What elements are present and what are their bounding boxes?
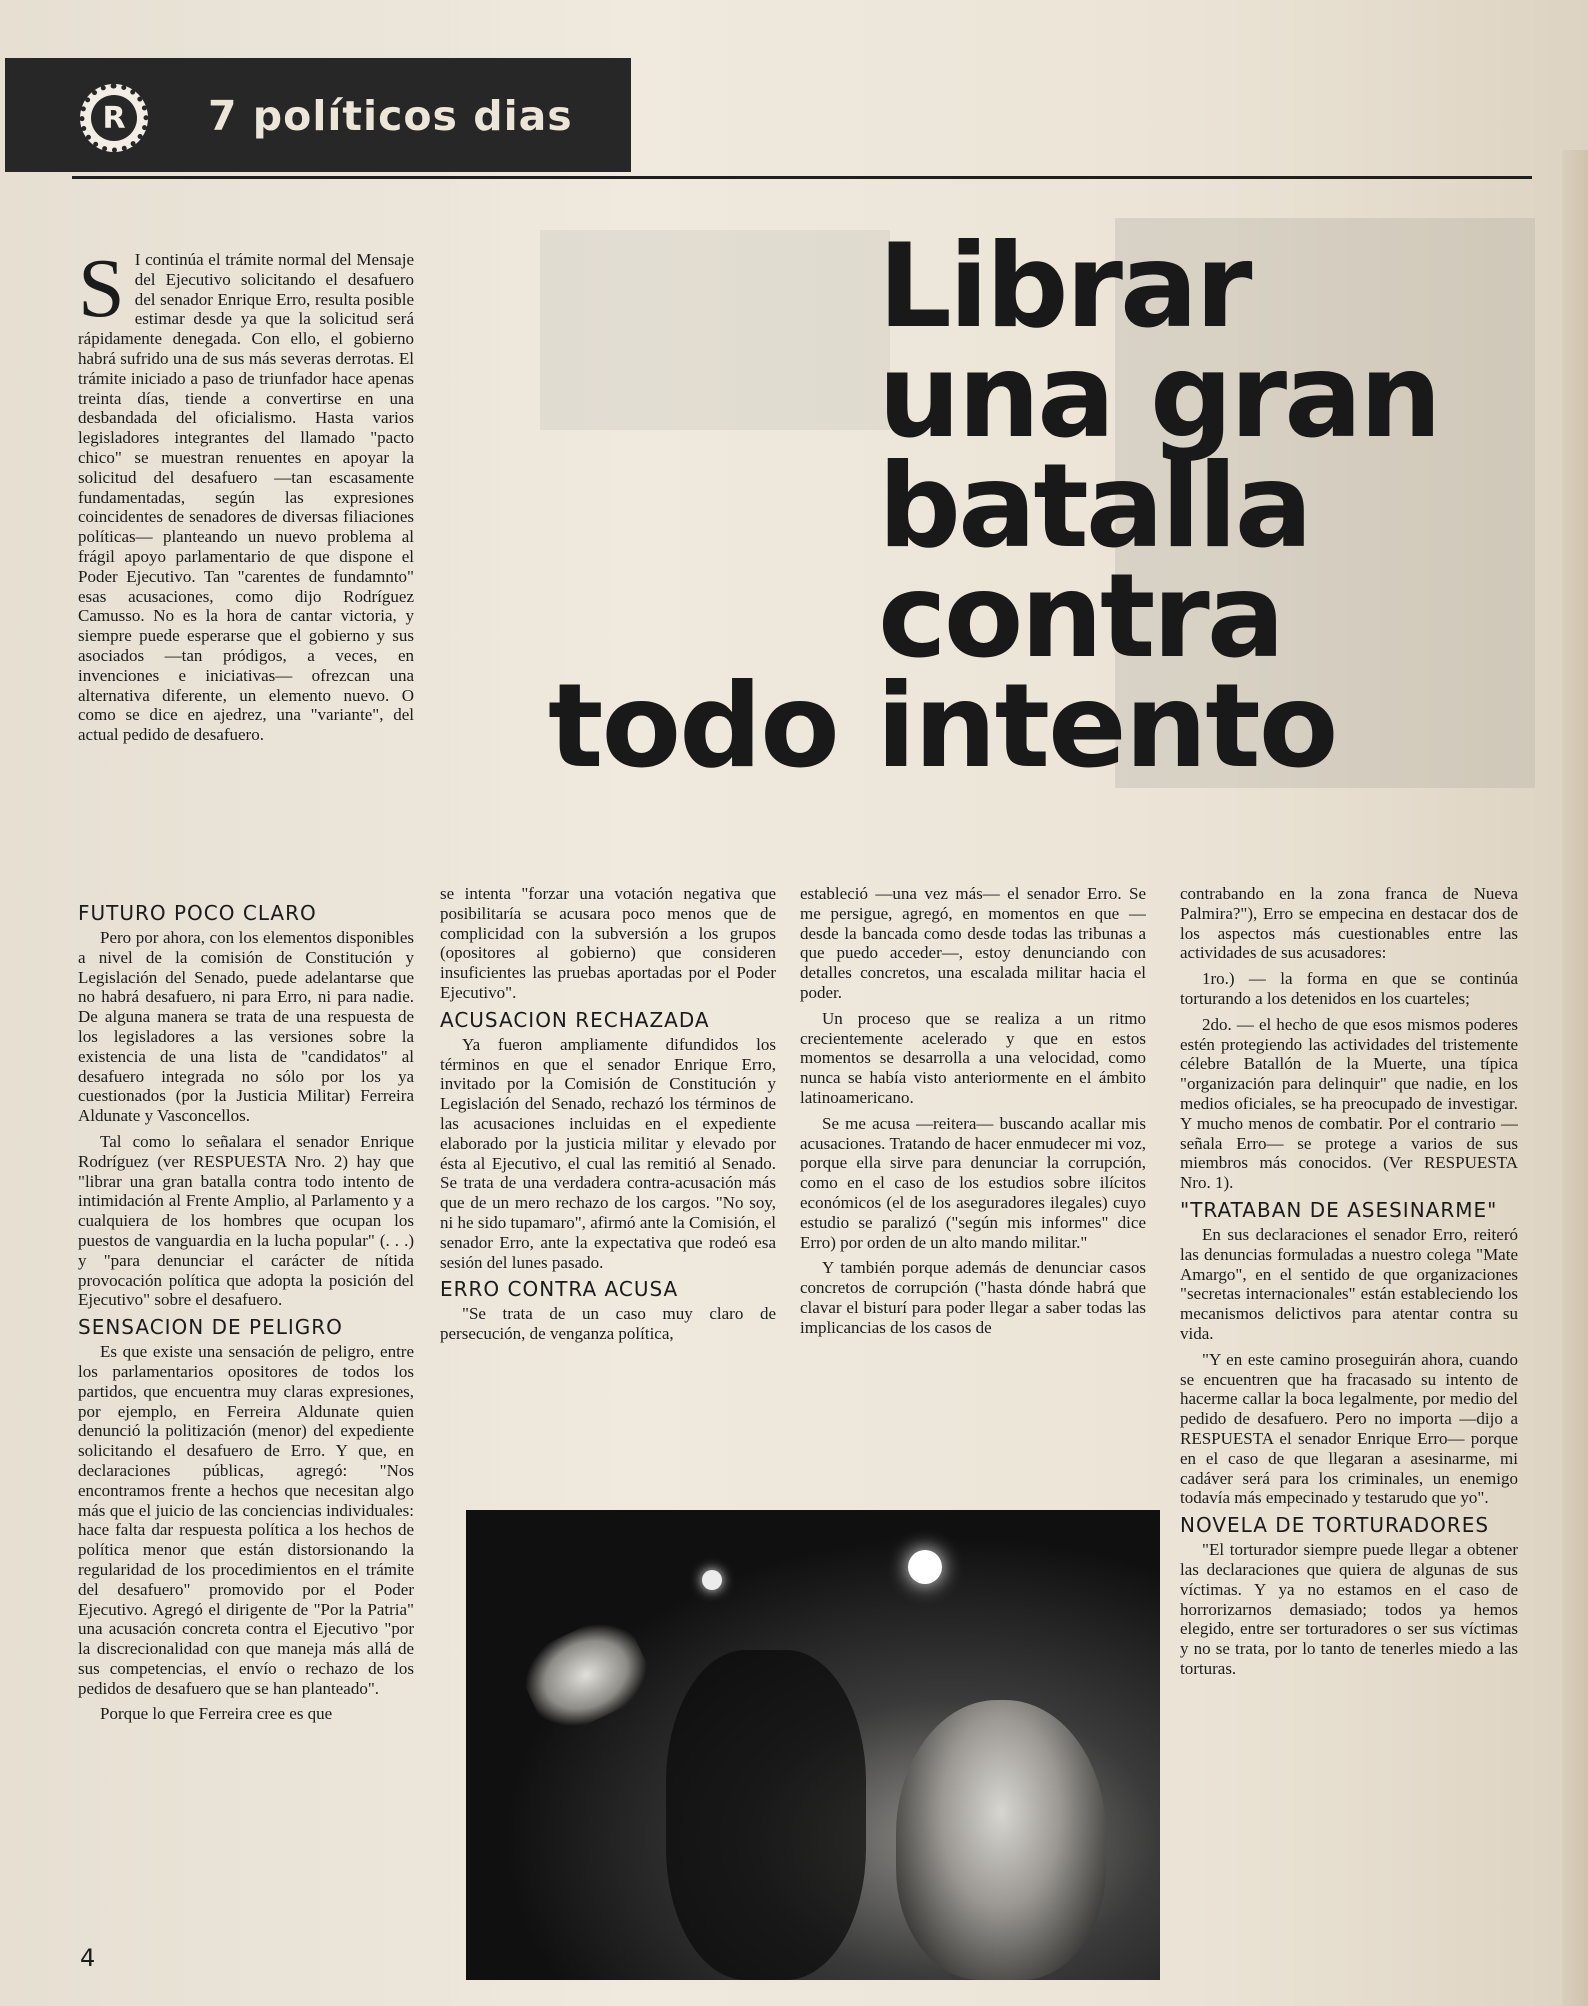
logo-letter: R — [91, 95, 137, 141]
subheading: ACUSACION RECHAZADA — [440, 1007, 710, 1032]
photo-light — [702, 1570, 722, 1590]
headline-line: batalla — [878, 439, 1310, 574]
paragraph: estableció —una vez más— el senador Erro. Se me persigue, agregó, en momentos en que —desde la bancada como desde todas las tribunas a que puedo acceder—, estoy denunciando con detalles concretos, una escalada militar hacia el poder. — [800, 884, 1146, 1002]
paragraph: Ya fueron ampliamente difundidos los términos en que el senador Enrique Erro, invitado por la Comisión de Constitución y Legislación del Senado, rechazó los términos de las acusaciones incluidas en el expediente elaborado por la justicia militar y elevado por ésta al Ejecutivo, el cual las remitió al Senado. Se trata de una verdadera contra-acusación más que de un mero rechazo de los cargos. "No soy, ni he sido tupamaro", afirmó ante la Comisión, el senador Erro, ante la expectativa que rodeó esa sesión del lunes pasado. — [440, 1034, 776, 1272]
paragraph: "Se trata de un caso muy claro de persecución, de venganza política, — [440, 1304, 776, 1344]
drop-cap: S — [78, 250, 125, 335]
paragraph: 1ro.) — la forma en que se continúa torturando a los detenidos en los cuarteles; — [1180, 969, 1518, 1008]
article-column-4 — [1180, 884, 1518, 1946]
article-column-3 — [800, 884, 1146, 1460]
paragraph: Es que existe una sensación de peligro, entre los parlamentarios opositores de todos los partidos, que encuentra muy claras expresiones, por ejemplo, en Ferreira Aldunate quien denunció la politización (menor) del expediente solicitando el desafuero de Erro. Y que, en declaraciones públicas, agregó: "Nos encontramos frente a hechos que necesitan algo más que el juicio de las conciencias individuales: hace falta dar respuesta política a los hechos de política menor que están distorsionando la regularidad de los procedimientos en el trámite del desafuero" promovido por el Poder Ejecutivo. Agregó el dirigente de "Por la Patria" una acusación concreta contra el Ejecutivo "por la discrecionalidad con que maneja más allá de sus competencias, el envío o rechazo de los pedidos de desafuero que se han planteado". — [78, 1342, 414, 1698]
photo-shadow — [666, 1650, 866, 1980]
paragraph: Se me acusa —reitera— buscando acallar mis acusaciones. Tratando de hacer enmudecer mi voz, porque ella sirve para denunciar la corrupción, como en el caso de los estudios sobre ilícitos económicos (el de los aseguradores ilegales) cuyo estudio se paralizó ("según mis informes" dice Erro) por orden de un alto mando militar." — [800, 1113, 1146, 1252]
article-intro: I continúa el trámite normal del Mensaje del Ejecutivo solicitando el desafuero del senador Enrique Erro, resulta posible estimar desde ya que la solicitud será rápidamente denegada. Con ello, el gobierno habrá sufrido una de sus más severas derrotas. El trámite iniciado a paso de triunfador hace apenas treinta días, tiende a convertirse en una desbandada del oficialismo. Hasta varios legisladores integrantes del llamado "pacto chico" se muestran renuentes en apoyar la solicitud del desafuero —tan escasamente fundamentadas, según las expresiones coincidentes de senadores de diversas filiaciones políticas— planteando un nuevo problema al frágil apoyo parlamentario de que dispone el Poder Ejecutivo. Tan "carentes de fundamnto" esas acusaciones, como dijo Rodríguez Camusso. No es la hora de cantar victoria, y siempre puede esperarse que el gobierno y sus asociados —tan pródigos, a veces, en invenciones e iniciativas— ofrezcan una alternativa diferente, un elemento nuevo. O como se dice en ajedrez, una "variante", del actual pedido de desafuero. — [78, 250, 414, 745]
page-number: 4 — [80, 1944, 96, 1972]
photo-light — [908, 1550, 942, 1584]
headline-line: todo intento — [548, 659, 1337, 794]
paragraph: Porque lo que Ferreira cree es que — [100, 1704, 333, 1724]
subheading: ERRO CONTRA ACUSA — [440, 1277, 679, 1302]
paragraph: Un proceso que se realiza a un ritmo crecientemente acelerado y que en estos momentos se desarrolla a una velocidad, como nunca se había visto anteriormente en el ámbito latinoamericano. — [800, 1008, 1146, 1107]
header-rule — [72, 176, 1532, 179]
headline-line: una gran — [878, 329, 1439, 464]
paragraph: contrabando en la zona franca de Nueva Palmira?"), Erro se empecina en destacar dos de los aspectos más cuestionables entre las actividades de sus acusadores: — [1180, 884, 1518, 963]
subheading: FUTURO POCO CLARO — [78, 901, 317, 925]
paragraph: En sus declaraciones el senador Erro, reiteró las denuncias formuladas a nuestro colega "Mate Amargo", en el sentido de que organizaciones "secretas internacionales" están estableciendo los mecanismos delictivos para atentar contra su vida. — [1180, 1224, 1518, 1343]
headline — [548, 219, 1548, 794]
paragraph: Y también porque además de denunciar casos concretos de corrupción ("hasta dónde habrá que clavar el bisturí para poder llegar a saber todas las implicancias de los casos de — [800, 1258, 1146, 1337]
article-column-1-top — [78, 250, 414, 890]
article-column-2 — [440, 884, 776, 1460]
paragraph: Tal como lo señalara el senador Enrique Rodríguez (ver RESPUESTA Nro. 2) hay que "librar una gran batalla contra todo intento de intimidación al Frente Amplio, al Parlamento y a cualquiera de los hombres que ocupan los puestos de vanguardia en la lucha popular" (. . .) y "para denunciar el carácter de nítida provocación política que adopta la posición del Ejecutivo" sobre el desafuero. — [78, 1131, 414, 1310]
paragraph: Pero por ahora, con los elementos disponibles a nivel de la comisión de Constitución y Legislación del Senado, puede adelantarse que no habrá desafuero, ni para Erro, ni para nadie. De alguna manera se trata de una respuesta de los legisladores a las versiones sobre la existencia de una lista de "candidatos" al desafuero integrada no sólo por los ya cuestionados (por la Justicia Militar) Ferreira Aldunate y Vasconcellos. — [78, 928, 414, 1126]
subheading: NOVELA DE TORTURADORES — [1180, 1513, 1490, 1538]
article-column-1 — [78, 896, 414, 1946]
page-edge — [1562, 150, 1588, 2006]
headline-line: Librar — [878, 219, 1250, 354]
section-title: 7 políticos dias — [208, 92, 573, 140]
paragraph: "El torturador siempre puede llegar a obtener las declaraciones que quiera de algunas de sus víctimas. Y ya no estamos en el caso de horrorizarnos demasiado; todos ya hemos elegido, entre ser torturadores o ser sus víctimas y no se trata, por lo tanto de tenerles miedo a las torturas. — [1180, 1540, 1518, 1678]
paragraph: se intenta "forzar una votación negativa que posibilitaría se acusara poco menos que de complicidad con la subversión a los grupos (opositores al gobierno) que consideren insuficientes las pruebas aportadas por el Poder Ejecutivo". — [440, 884, 776, 1002]
section-logo-icon — [80, 84, 148, 152]
photo-senator-figure — [896, 1700, 1106, 1980]
headline-line: contra — [878, 549, 1282, 684]
photo-raised-hand — [513, 1609, 660, 1741]
paragraph: 2do. — el hecho de que esos mismos poderes estén protegiendo las actividades del tristemente célebre Batallón de la Muerte, una típica "organización para delinquir" que nadie, en los medios oficiales, se ha preocupado de investigar. Y mucho menos de combatir. Por el contrario —señala Erro— se protege a varios de sus miembros más conocidos. (Ver RESPUESTA Nro. 1). — [1180, 1014, 1518, 1193]
paragraph: "Y en este camino proseguirán ahora, cuando se encuentren que ha fracasado su intento de hacerme callar la boca legalmente, por medio del pedido de desafuero. Pero no importa —dijo a RESPUESTA el senador Enrique Erro— porque en el caso de que llegaran a asesinarme, mi cadáver será para los criminales, un enemigo todavía más empecinado y testarudo que yo". — [1180, 1349, 1518, 1508]
subheading: "TRATABAN DE ASESINARME" — [1180, 1197, 1498, 1222]
news-photo — [466, 1510, 1160, 1980]
subheading: SENSACION DE PELIGRO — [78, 1315, 343, 1340]
